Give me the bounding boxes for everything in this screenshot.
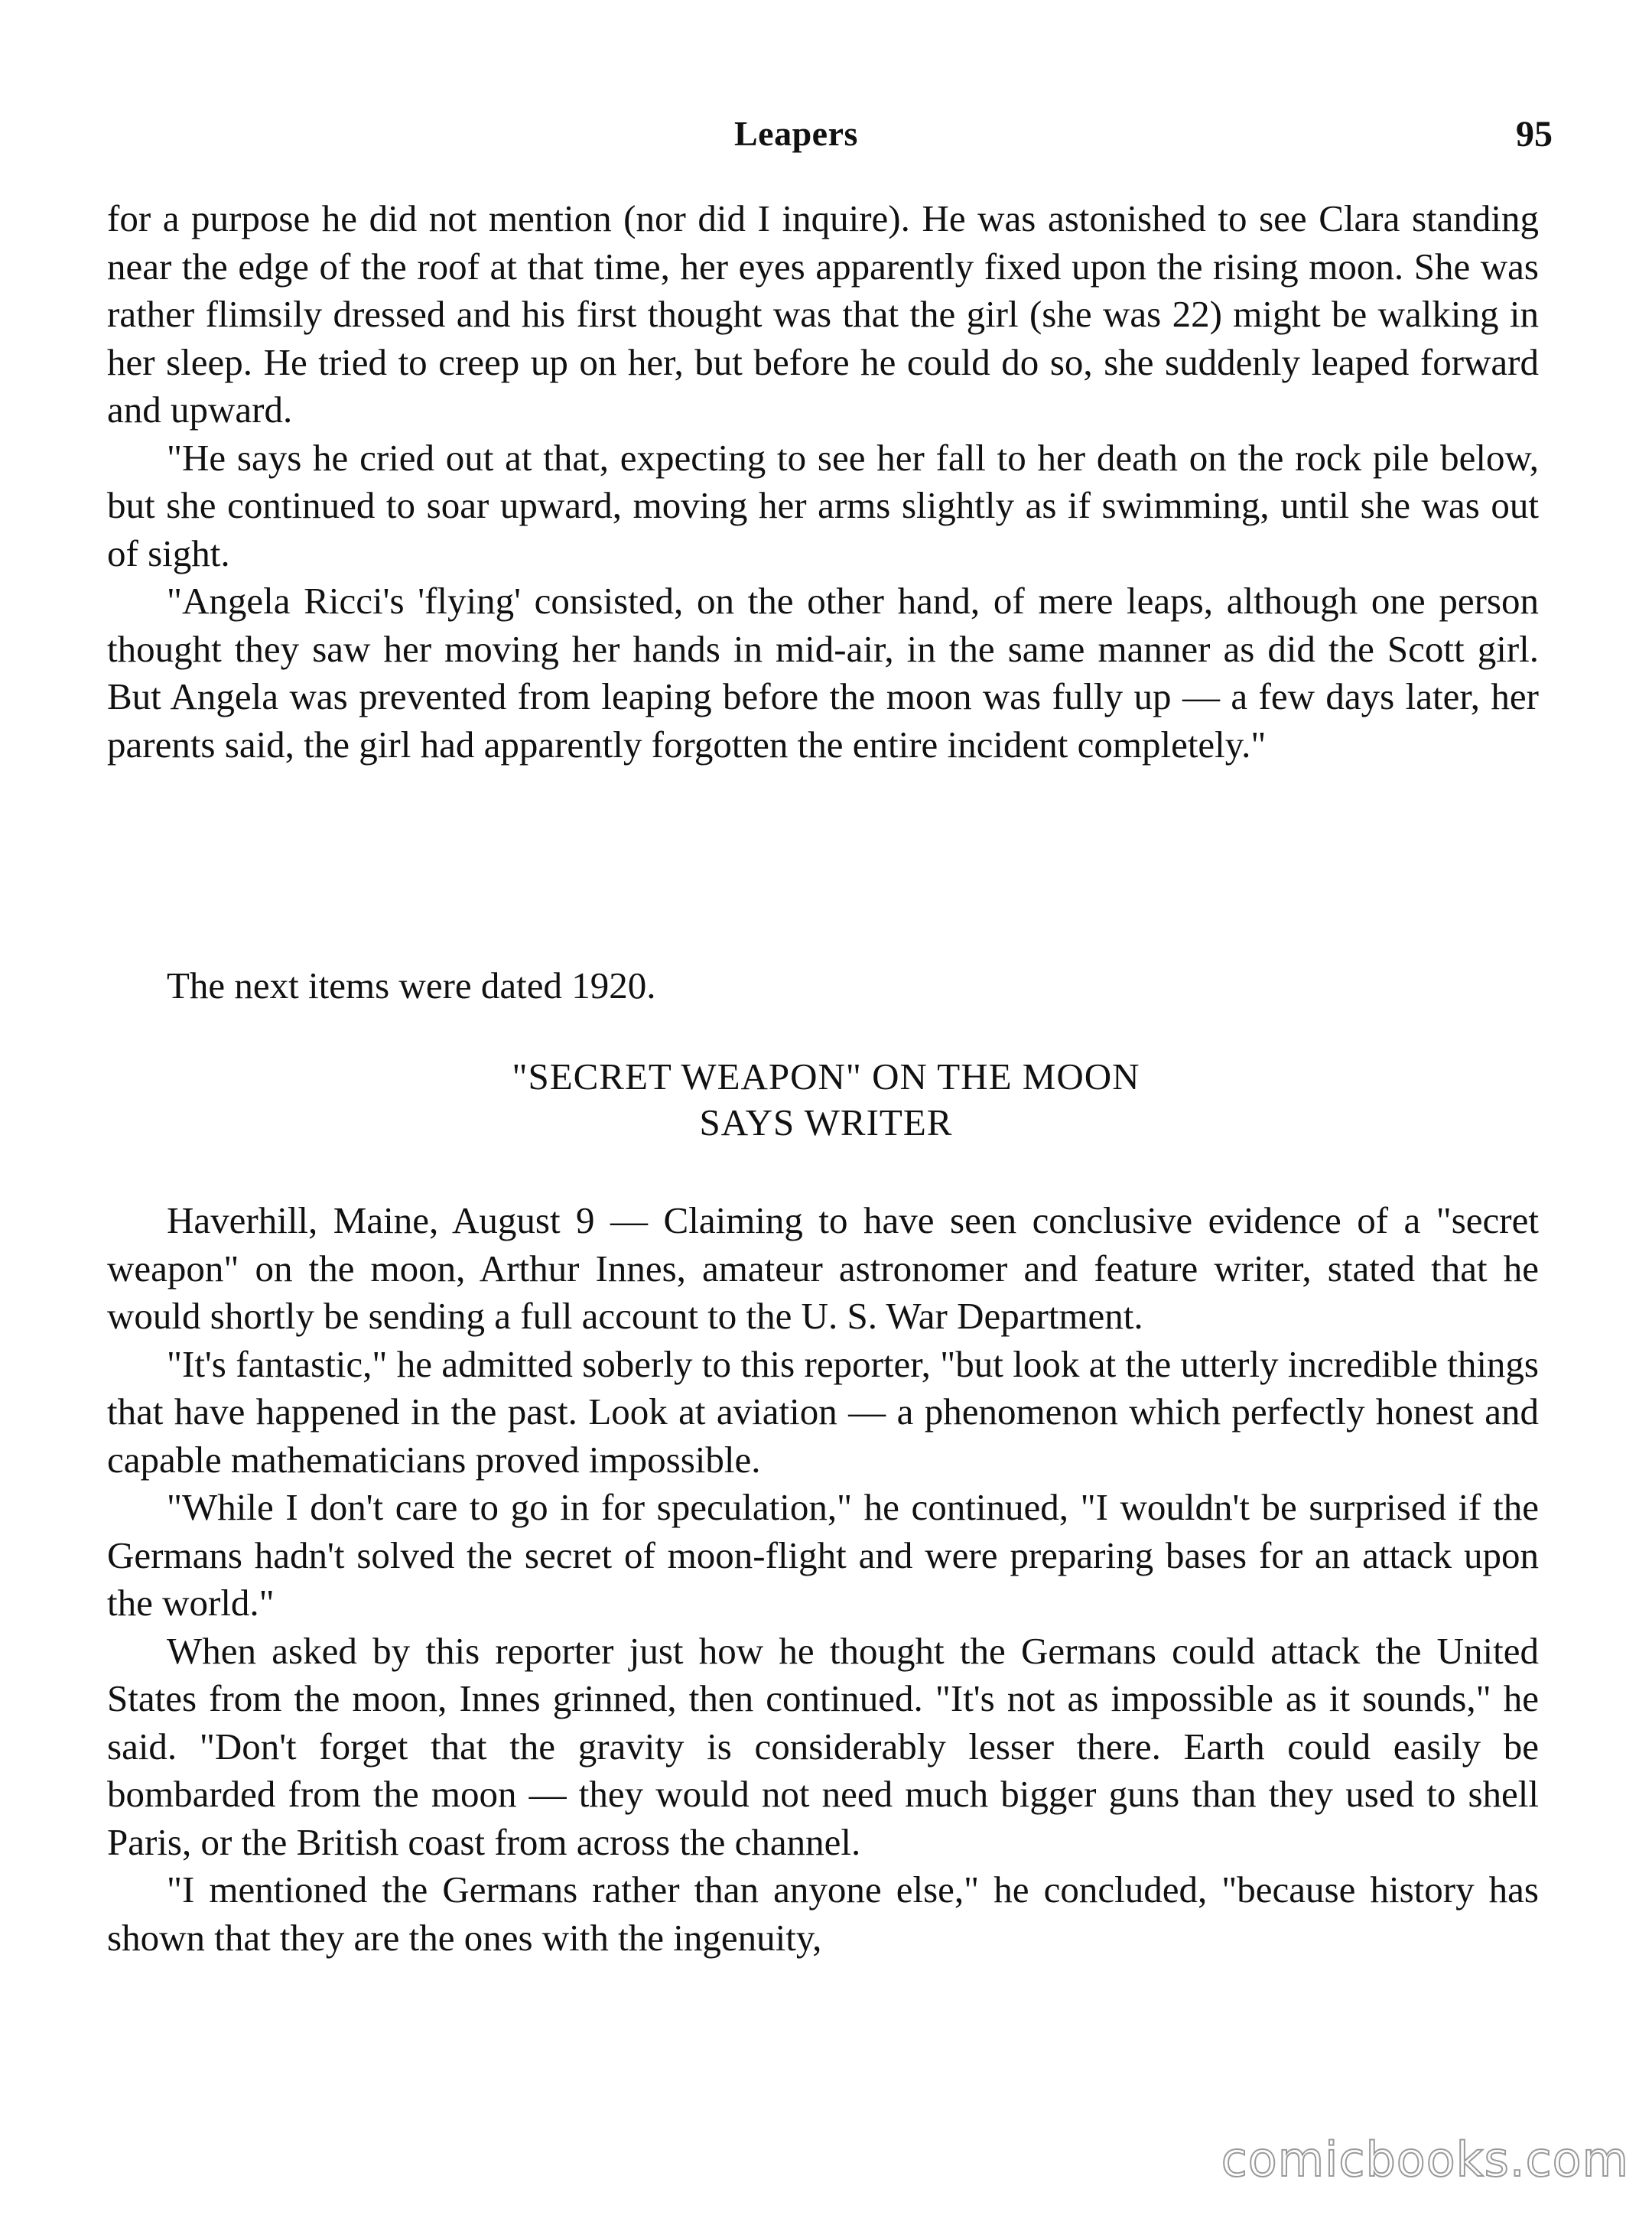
dated-line: The next items were dated 1920. [167, 964, 656, 1007]
running-header [0, 113, 1652, 174]
paragraph: "He says he cried out at that, expecting to see her fall to her death on the rock pile below, but she continued to soar upward, moving her arms slightly as if swimming, until she was out of sight. [107, 436, 1539, 574]
paragraph: "I mentioned the Germans rather than anyone else," he concluded, "because history has shown that they are the ones with the ingenuity, [107, 1868, 1539, 1959]
paragraph: "While I don't care to go in for speculation," he continued, "I wouldn't be surprised if the Germans hadn't solved the secret of moon-flight and were preparing bases for an attack upon the world." [107, 1486, 1539, 1624]
paragraph: When asked by this reporter just how he thought the Germans could attack the United States from the moon, Innes grinned, then continued. "It's not as impossible as it sounds," he said. "Don't forget that the gravity is considerably lesser there. Earth could easily be bombarded from the moon — they would not need much bigger guns than they used to shell Paris, or the British coast from across the channel. [107, 1629, 1539, 1863]
paragraph: Haverhill, Maine, August 9 — Claiming to have seen conclusive evidence of a "secret weapon" on the moon, Arthur Innes, amateur astronomer and feature writer, stated that he would shortly be sending a full account to the U. S. War Department. [107, 1199, 1539, 1337]
article-body [107, 1197, 1539, 1962]
article-headline [0, 1054, 1652, 1146]
site-watermark: comicbooks.com [1221, 2132, 1629, 2187]
paragraph: "It's fantastic," he admitted soberly to this reporter, "but look at the utterly incredible things that have happened in the past. Look at aviation — a phenomenon which perfectly honest and capable mathematicians proved impossible. [107, 1342, 1539, 1481]
paragraph: for a purpose he did not mention (nor did I inquire). He was astonished to see Clara standing near the edge of the roof at that time, her eyes apparently fixed upon the rising moon. She was rather flimsily dressed and his first thought was that the girl (she was 22) might be walking in her sleep. He tried to creep up on her, but before he could do so, she suddenly leaped forward and upward. [107, 197, 1539, 431]
headline-line-2: SAYS WRITER [699, 1101, 953, 1143]
continued-text [107, 195, 1539, 769]
paragraph: "Angela Ricci's 'flying' consisted, on the other hand, of mere leaps, although one person thought they saw her moving her hands in mid-air, in the same manner as did the Scott girl. But Angela was prevented from leaping before the moon was fully up — a few days later, her parents said, the girl had apparently forgotten the entire incident completely." [107, 580, 1539, 766]
running-title: Leapers [734, 114, 858, 153]
page-number: 95 [1516, 114, 1553, 154]
headline-line-1: "SECRET WEAPON" ON THE MOON [512, 1055, 1140, 1098]
